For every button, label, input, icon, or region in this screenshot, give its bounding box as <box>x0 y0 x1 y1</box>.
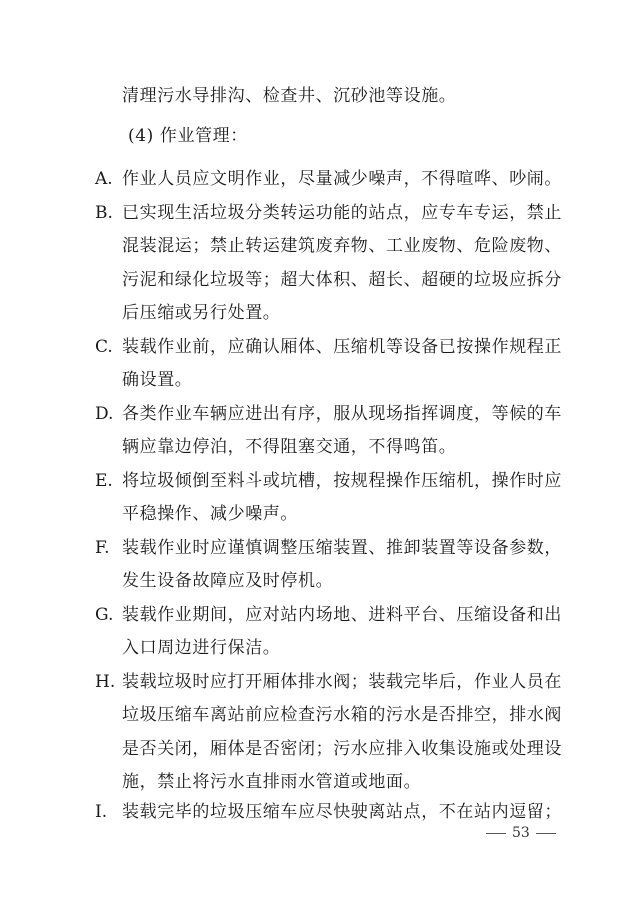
item-label: H. <box>95 672 116 692</box>
item-line: 入口周边进行保洁。 <box>122 638 281 658</box>
intro-line: 清理污水导排沟、检查井、沉砂池等设施。 <box>122 86 457 106</box>
dash-left <box>486 833 506 834</box>
item-line: 混装混运；禁止转运建筑废弃物、工业废物、危险废物、 <box>122 236 562 256</box>
item-line: 辆应靠边停泊，不得阻塞交通，不得鸣笛。 <box>122 437 457 457</box>
item-label: G. <box>95 605 114 625</box>
section-heading: (4) 作业管理： <box>128 126 248 146</box>
item-line: 平稳操作、减少噪声。 <box>122 504 298 524</box>
item-label: I. <box>95 802 108 822</box>
item-line: 装载完毕的垃圾压缩车应尽快驶离站点，不在站内逗留； <box>122 802 562 822</box>
item-line: 是否关闭，厢体是否密闭；污水应排入收集设施或处理设 <box>122 739 562 759</box>
item-line: 施，禁止将污水直排雨水管道或地面。 <box>122 772 422 792</box>
item-line: 装载作业期间，应对站内场地、进料平台、压缩设备和出 <box>122 605 562 625</box>
item-line: 确设置。 <box>122 370 193 390</box>
item-line: 已实现生活垃圾分类转运功能的站点，应专车专运，禁止 <box>122 203 562 223</box>
item-label: C. <box>95 337 113 357</box>
item-line: 装载垃圾时应打开厢体排水阀；装载完毕后，作业人员在 <box>122 672 562 692</box>
dash-right <box>536 833 556 834</box>
page-number <box>480 823 562 843</box>
item-label: E. <box>95 471 113 491</box>
item-line: 后压缩或另行处置。 <box>122 303 281 323</box>
item-line: 装载作业时应谨慎调整压缩装置、推卸装置等设备参数， <box>122 538 562 558</box>
item-line: 作业人员应文明作业，尽量减少噪声，不得喧哗、吵闹。 <box>122 169 562 189</box>
item-label: B. <box>95 203 113 223</box>
page-number-text: 53 <box>512 825 530 841</box>
item-line: 发生设备故障应及时停机。 <box>122 571 334 591</box>
item-line: 污泥和绿化垃圾等；超大体积、超长、超硬的垃圾应拆分 <box>122 270 562 290</box>
item-line: 装载作业前，应确认厢体、压缩机等设备已按操作规程正 <box>122 337 562 357</box>
item-label: F. <box>95 538 110 558</box>
item-label: D. <box>95 404 114 424</box>
item-line: 垃圾压缩车离站前应检查污水箱的污水是否排空，排水阀 <box>122 705 562 725</box>
item-line: 将垃圾倾倒至料斗或坑槽，按规程操作压缩机，操作时应 <box>122 471 562 491</box>
item-label: A. <box>95 169 113 189</box>
item-line: 各类作业车辆应进出有序，服从现场指挥调度，等候的车 <box>122 404 562 424</box>
